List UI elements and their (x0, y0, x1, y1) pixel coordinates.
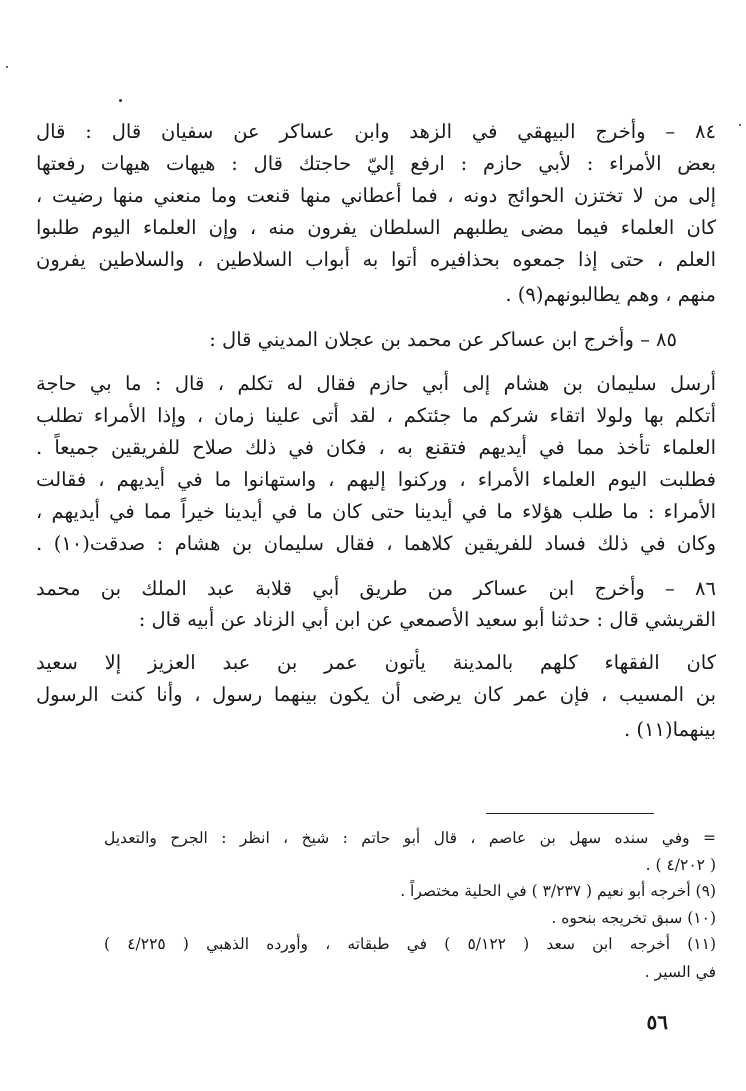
footnote-11-continuation: في السير . (644, 963, 716, 981)
paragraph-84-line: إلى من لا تختزن الحوائج دونه ، فما أعطاني منها قنعت وما منعني منها رضيت ، (36, 184, 716, 207)
paragraph-85-line: أرسل سليمان بن هشام إلى أبي حازم فقال له تكلم ، قال : ما بي حاجة (36, 372, 716, 395)
paragraph-84-line: منهم ، وهم يطالبونهم(٩) . (505, 283, 716, 306)
footnote-separator (486, 813, 654, 814)
paragraph-84-line: بعض الأمراء : لأبي حازم : ارفع إليّ حاجتك قال : هيهات هيهات رفعتها (36, 152, 716, 175)
paragraph-85-line: العلماء تأخذ مما في أيديهم فتقنع به ، فكان في ذلك صلاح للفريقين جميعاً . (36, 436, 716, 459)
scan-speck (739, 124, 741, 126)
paragraph-86-line: بينهما(١١) . (624, 718, 716, 741)
paragraph-84-line: العلم ، حتى إذا جمعوه بحذافيره أتوا به أبواب السلاطين ، والسلاطين يفرون (36, 248, 716, 271)
paragraph-84-line: كان العلماء فيما مضى يطلبهم السلطان يفرون منه ، وإن العلماء اليوم طلبوا (36, 216, 716, 239)
paragraph-85-line: وكان في ذلك فساد للفريقين كلاهما ، فقال سليمان بن هشام : صدقت(١٠) . (36, 532, 716, 555)
footnote-11: (١١) أخرجه ابن سعد ( ٥/١٢٢ ) في طبقاته ، وأورده الذهبي ( ٤/٢٢٥ ) (104, 935, 716, 953)
paragraph-85-heading: ٨٥ – وأخرج ابن عساكر عن محمد بن عجلان المديني قال : (209, 328, 677, 351)
scan-speck (6, 66, 8, 68)
paragraph-85-line: أتكلم بها ولولا اتقاء شركم ما جئتكم ، لقد أتى علينا زمان ، وإذا الأمراء تطلب (36, 404, 716, 427)
paragraph-85-line: فطلبت اليوم العلماء الأمراء ، وركنوا إليهم ، واستهانوا ما في أيديهم ، فقالت (36, 468, 716, 491)
footnote-continuation: ( ٤/٢٠٢ ) . (645, 856, 716, 874)
paragraph-84-line: ٨٤ – وأخرج البيهقي في الزهد وابن عساكر عن سفيان قال : قال (36, 120, 716, 143)
paragraph-86-heading: القريشي قال : حدثنا أبو سعيد الأصمعي عن ابن أبي الزناد عن أبيه قال : (138, 608, 716, 631)
paragraph-86-line: بن المسيب ، فإن عمر كان يرضى أن يكون بينهما رسول ، وأنا كنت الرسول (36, 683, 716, 706)
footnote-10: (١٠) سبق تخريجه بنحوه . (551, 909, 716, 927)
paragraph-85-line: الأمراء : ما طلب هؤلاء ما في أيدينا حتى كان ما في أيدينا خيراً مما في أيديهم ، (36, 500, 716, 523)
paragraph-86-line: كان الفقهاء كلهم بالمدينة يأتون عمر بن عبد العزيز إلا سعيد (36, 651, 716, 674)
footnote-9: (٩) أخرجه أبو نعيم ( ٣/٢٣٧ ) في الحلية مختصراً . (400, 882, 716, 900)
scan-speck (119, 99, 122, 102)
page-number: ٥٦ (646, 1010, 668, 1034)
paragraph-86-heading: ٨٦ – وأخرج ابن عساكر من طريق أبي قلابة عبد الملك بن محمد (36, 577, 716, 600)
footnote-continuation: = وفي سنده سهل بن عاصم ، قال أبو حاتم : شيخ ، انظر : الجرح والتعديل (104, 829, 716, 847)
